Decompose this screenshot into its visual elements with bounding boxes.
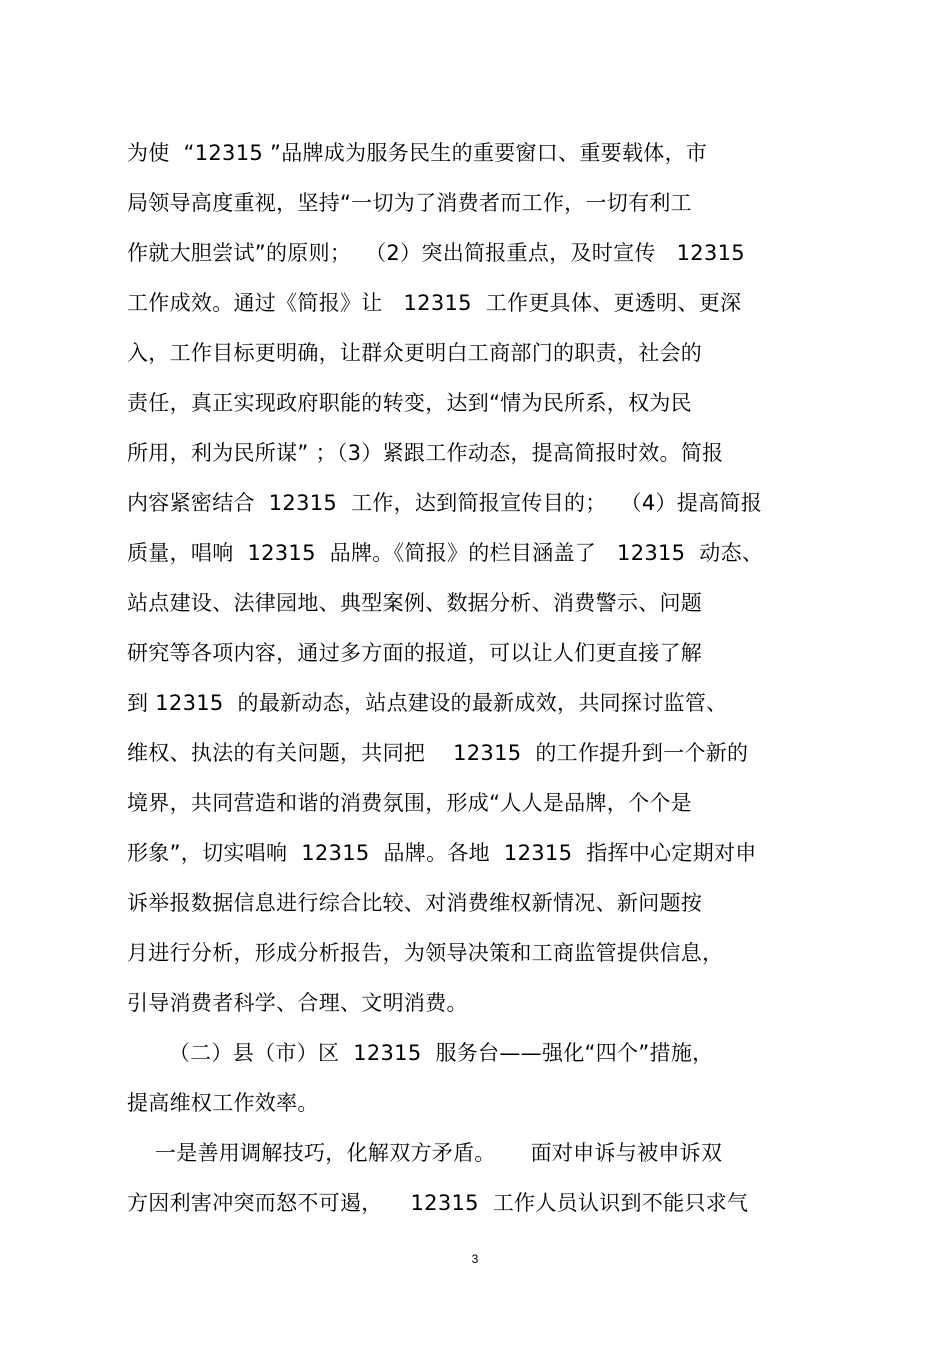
text-line: 到 12315 的最新动态，站点建设的最新成效，共同探讨监管、: [127, 691, 728, 715]
text-line: 一是善用调解技巧，化解双方矛盾。 面对申诉与被申诉双: [127, 1141, 723, 1165]
text-line: 质量，唱响 12315 品牌。《简报》的栏目涵盖了 12315 动态、: [127, 541, 764, 565]
text-line: 诉举报数据信息进行综合比较、对消费维权新情况、新问题按: [127, 891, 703, 915]
section-heading: （二）县（市）区 12315 服务台——强化“四个”措施，: [127, 1041, 714, 1065]
text-line: 形象”，切实唱响 12315 品牌。各地 12315 指挥中心定期对申: [127, 841, 757, 865]
text-line: 所用，利为民所谋” ；（3）紧跟工作动态，提高简报时效。简报: [127, 441, 724, 465]
text-line: 境界，共同营造和谐的消费氛围，形成“人人是品牌，个个是: [127, 791, 692, 815]
text-line: 维权、执法的有关问题，共同把 12315 的工作提升到一个新的: [127, 741, 749, 765]
text-line: 作就大胆尝试”的原则； （2）突出简报重点，及时宣传 12315: [127, 241, 745, 265]
text-line: 入，工作目标更明确，让群众更明白工商部门的职责，社会的: [127, 341, 703, 365]
text-line: 工作成效。通过《简报》让 12315 工作更具体、更透明、更深: [127, 291, 742, 315]
text-line: 引导消费者科学、合理、文明消费。: [127, 991, 468, 1015]
text-line: 方因利害冲突而怒不可遏， 12315 工作人员认识到不能只求气: [127, 1191, 749, 1215]
text-line: 站点建设、法律园地、典型案例、数据分析、消费警示、问题: [127, 591, 703, 615]
text-line: 研究等各项内容，通过多方面的报道，可以让人们更直接了解: [127, 641, 703, 665]
text-line: 局领导高度重视，坚持“一切为了消费者而工作，一切有利工: [127, 191, 692, 215]
text-line: 提高维权工作效率。: [127, 1091, 319, 1115]
page-number: 3: [471, 1252, 479, 1266]
text-line: 内容紧密结合 12315 工作，达到简报宣传目的； （4）提高简报: [127, 491, 763, 515]
text-line: 月进行分析，形成分析报告，为领导决策和工商监管提供信息，: [127, 941, 724, 965]
body-text: [127, 128, 827, 1228]
text-line: 为使 “12315 ”品牌成为服务民生的重要窗口、重要载体，市: [127, 141, 708, 165]
text-line: 责任，真正实现政府职能的转变，达到“情为民所系，权为民: [127, 391, 692, 415]
